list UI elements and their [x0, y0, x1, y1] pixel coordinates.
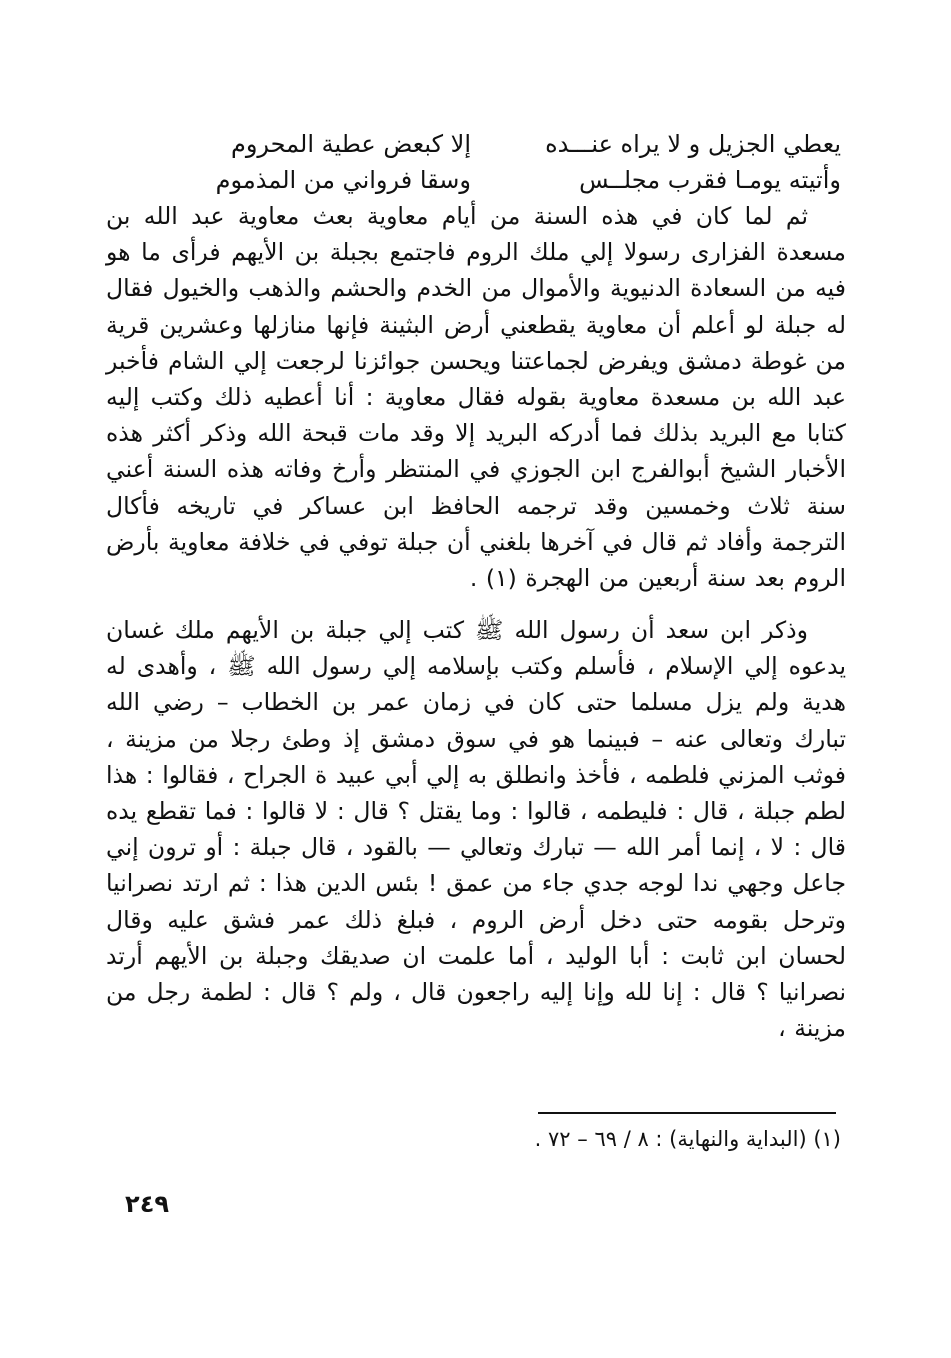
poem-verse-1-first-hemistich: يعطي الجزيل و لا يراه عنـــده — [545, 130, 841, 158]
poem-verse-1-second-hemistich: إلا كبعض عطية المحروم — [230, 130, 471, 158]
body-paragraph-1: ثم لما كان في هذه السنة من أيام معاوية بعث معاوية عبد الله بن مسعدة الفزارى رسولا إلي ملك الروم فاجتمع بجبلة بن الأيهم فرأى ما هو فيه من السعادة الدنيوية والأموال من الخدم والحشم والذهب والخيول فقال له جبلة لو أعلم أن معاوية يقطعني أرض البثينة فإنها منازلها وعشرين قرية من غوطة دمشق ويفرض لجماعتنا ويحسن جوائزنا لرجعت إلي الشام فأخبر عبد الله بن مسعدة معاوية بقوله فقال معاوية : أنا أعطيه ذلك وكتب إليه كتابا مع البريد بذلك فما أدركه البريد إلا وقد مات قبحة الله وذكر أكثر هذه الأخبار الشيخ أبوالفرج ابن الجوزي في المنتظر وأرخ وفاته هذه السنة أعني سنة ثلاث وخمسين وقد ترجمه الحافظ ابن عساكر في تاريخه فأكال الترجمة وأفاد ثم قال في آخرها بلغني أن جبلة توفي في خلافة معاوية بأرض الروم بعد سنة أربعين من الهجرة (١) . — [106, 202, 846, 593]
footnote-text: (١) (البداية والنهاية) : ٨ / ٦٩ – ٧٢ . — [534, 1127, 841, 1151]
page-number: ٢٤٩ — [125, 1190, 169, 1218]
paragraph-1-text: ثم لما كان في هذه السنة من أيام معاوية بعث معاوية عبد الله بن مسعدة الفزارى رسولا إلي ملك الروم فاجتمع بجبلة بن الأيهم فرأى ما هو فيه من السعادة الدنيوية والأموال من الخدم والحشم والذهب والخيول فقال له جبلة لو أعلم أن معاوية يقطعني أرض البثينة فإنها منازلها وعشرين قرية من غوطة دمشق ويفرض لجماعتنا ويحسن جوائزنا لرجعت إلي الشام فأخبر عبد الله بن مسعدة معاوية بقوله فقال معاوية : أنا أعطيه ذلك وكتب إليه كتابا مع البريد بذلك فما أدركه البريد إلا وقد مات قبحة الله وذكر أكثر هذه الأخبار الشيخ أبوالفرج ابن الجوزي في المنتظر وأرخ وفاته هذه السنة أعني سنة ثلاث وخمسين وقد ترجمه الحافظ ابن عساكر في تاريخه فأكال الترجمة وأفاد ثم قال في آخرها بلغني أن جبلة توفي في خلافة معاوية بأرض الروم بعد سنة أربعين من الهجرة — [106, 202, 846, 593]
body-paragraph-2: وذكر ابن سعد أن رسول الله ﷺ كتب إلي جبلة بن الأيهم ملك غسان يدعوه إلي الإسلام ، فأسلم وكتب بإسلامه إلي رسول الله ﷺ ، وأهدى له هدية ولم يزل مسلما حتى كان في زمان عمر بن الخطاب – رضي الله تبارك وتعالى عنه – فبينما هو في سوق دمشق إذ وطئ رجلا من مزينة ، فوثب المزني فلطمه ، فأخذ وانطلق به إلي أبي عبيد ة الجراح ، فقالوا : هذا لطم جبلة ، قال : فليطمه ، قالوا : وما يقتل ؟ قال : لا قالوا : فما تقطع يده قال : لا ، إنما أمر الله — تبارك وتعالي — بالقود ، قال جبلة : أو ترون إني جاعل وجهي ندا لوجه جدي جاء من عمق ! بئس الدين هذا : ثم ارتد نصرانيا وترحل بقومه حتى دخل أرض الروم ، فبلغ ذلك عمر فشق عليه وقال لحسان ابن ثابت : أبا الوليد ، أما علمت ان صديقك وجبلة بن الأيهم أرتد نصرانيا ؟ قال : إنا لله وإنا إليه راجعون قال ، ولم ؟ قال : لطمة رجل من مزينة ، — [106, 616, 846, 1043]
poem-verse-2-first-hemistich: وأتيته يومـا فقرب مجلــس — [579, 166, 841, 194]
poem-verse-2-second-hemistich: وسقا فرواني من المذموم — [215, 166, 471, 194]
footnote-separator — [538, 1112, 836, 1114]
footnote-reference: (١) — [485, 564, 517, 593]
